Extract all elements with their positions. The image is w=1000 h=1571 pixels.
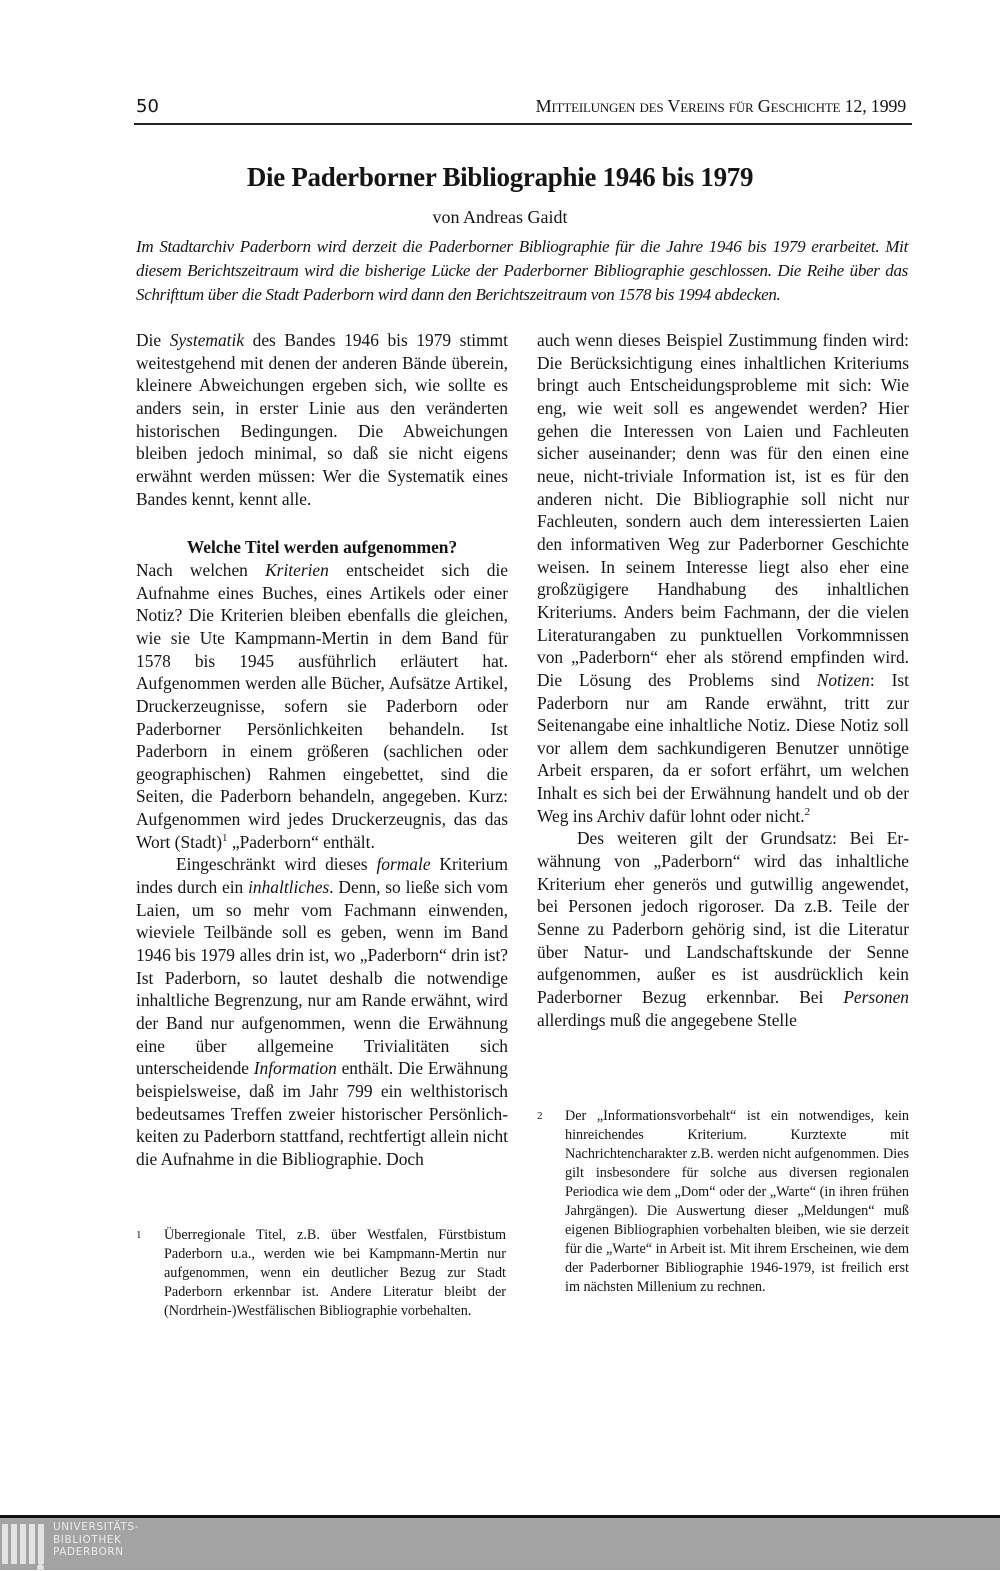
text-run: „Paderborn“ enthält.	[227, 831, 375, 852]
text-run: . Denn, so ließe sich vom Laien, um so mehr vom Fachmann einwenden, wieviele Teilbände soll es geben, wenn im Band 1946 bis 1979 alles drin ist, wo „Paderborn“ drin ist? Ist Paderborn, so lautet deshalb die notwendige inhaltliche Begrenzung, nur am Rande erwähnt, wird der Band nur aufgenommen, wenn die Erwähnung eine über allgemeine Trivialitäten sich unterscheidende	[136, 877, 508, 1079]
library-name-line: UNIVERSITÄTS-	[53, 1521, 140, 1533]
text-run: : Ist Paderborn nur am Rande erwähnt, tritt zur Seitenangabe eine inhaltliche Notiz. Diese Notiz soll vor allem dem sachkundigeren Benutzer unnötige Arbeit ersparen, da er sofort erfährt, um welchen Inhalt es sich bei der Erwähnung handelt und ob der Weg ins Archiv dafür lohnt oder nicht.	[537, 669, 909, 826]
footnote-mark: 2	[537, 1110, 543, 1122]
right-column	[537, 329, 909, 1031]
paragraph	[537, 329, 909, 827]
emphasis: Personen	[843, 987, 909, 1008]
text-run: entscheidet sich die Aufnahme eines Buches, eines Artikels oder einer Notiz? Die Kriterien bleiben ebenfalls die gleichen, wie sie Ute Kampmann-Mertin in dem Band für 1578 bis 1945 ausführlich erläutert hat. Aufgenommen werden alle Bücher, Aufsätze Artikel, Druckerzeugnisse, sofern sie Paderborn oder Paderborner Persönlichkeiten behandeln. Ist Paderborn in einem größeren (sachlichen oder geographischen) Rahmen eingebettet, sind die Seiten, die Paderborn behandeln, angegeben. Kurz: Aufgenommen wird jedes Druckerzeugnis, das das Wort (Stadt)	[136, 559, 508, 852]
text-run: des Bandes 1946 bis 1979 stimmt weitestgehend mit denen der anderen Bände überein, kleinere Abweichungen ergeben sich, wie sollte es anders sein, in erster Linie aus den veränderten historischen Bedingungen. Die Abweichungen bleiben jedoch minimal, so daß sie nicht eigens erwähnt werden müssen: Wer die Systematik eines Bandes kennt, kennt alle.	[136, 330, 508, 509]
text-run: Des weiteren gilt der Grundsatz: Bei Erwähnung von „Paderborn“ wird das inhaltliche Kriterium eher generös und gutwillig angewendet, bei Personen jedoch rigoroser. Da z.B. Teile der Senne zu Paderborn gehörig sind, ist die Literatur über Natur- und Landschaftskunde der Senne aufgenommen, außer es ist ausdrücklich kein Paderborner Bezug erkennbar. Bei	[537, 828, 909, 1008]
logo-bar	[38, 1524, 44, 1564]
text-run: Die	[136, 330, 170, 350]
footnote-1	[136, 1226, 506, 1321]
footnote-mark: 1	[136, 1229, 142, 1241]
logo-bar	[2, 1524, 8, 1564]
footnote-ref[interactable]: 1	[222, 831, 228, 844]
logo-bar	[20, 1524, 26, 1564]
left-column	[136, 329, 508, 1171]
section-heading: Welche Titel werden aufgenommen?	[186, 537, 458, 558]
university-library-logo-icon	[2, 1524, 44, 1570]
paragraph	[136, 329, 508, 510]
header-rule	[134, 123, 912, 125]
footnote-text: Der „Informationsvorbehalt“ ist ein notwendiges, kein hinreichendes Kriterium. Kurztexte mit Nachrichtencharakter z.B. werden nicht aufgenommen. Dies gilt insbesondere für solche aus diversen regionalen Periodica wie dem „Dom“ oder der „Warte“ (in ihren frühen Jahrgängen). Die Auswertung dieser „Meldungen“ muß eigenen Bibliographien vorbehalten bleiben, wie sie derzeit für die „Warte“ in Arbeit ist. Mit ihrem Erscheinen, wie dem der Paderborner Bibliographie 1946-1979, ist freilich erst im nächsten Millenium zu rechnen.	[565, 1108, 909, 1295]
library-footer-band	[0, 1518, 1000, 1570]
article-abstract: Im Stadtarchiv Paderborn wird derzeit die Paderborner Bibliographie für die Jahre 1946 bis 1979 erarbeitet. Mit diesem Berichtszeitraum wird die bisherige Lücke der Paderborner Bibliographie geschlossen. Die Reihe über das Schrifttum über die Stadt Paderborn wird dann den Berichtszeitraum von 1578 bis 1994 abdecken.	[136, 237, 908, 304]
emphasis: Systematik	[169, 330, 245, 350]
emphasis: Notizen	[816, 669, 870, 690]
library-name-line: BIBLIOTHEK	[53, 1533, 122, 1546]
paragraph	[537, 827, 909, 1031]
text-run: Eingeschränkt wird dieses	[176, 854, 377, 875]
page-number: 50	[136, 96, 159, 117]
footnote-text: Überregionale Titel, z.B. über Westfalen, Fürstbistum Paderborn u.a., werden wie bei Kampmann-Mertin nur aufgenommen, wenn ein deutlicher Bezug zur Stadt Paderborn erkennbar ist. Andere Literatur bleibt der (Nordrhein-)Westfälischen Bibliographie vorbehalten.	[164, 1227, 506, 1319]
article-title: Die Paderborner Bibliographie 1946 bis 1979	[246, 162, 754, 192]
library-name	[53, 1521, 139, 1559]
text-run: enthält. Die Erwähnung beispielsweise, daß im Jahr 799 ein welthistorisch bedeutsames Treffen zweier historischer Persönlichkeiten zu Paderborn stattfand, rechtfertigt allein nicht die Aufnahme in die Bibliographie. Doch	[136, 1058, 508, 1169]
emphasis: Information	[253, 1058, 337, 1079]
journal-title: Mitteilungen des Vereins für Geschichte 12, 1999	[535, 96, 906, 116]
logo-bar	[29, 1524, 35, 1564]
text-run: allerdings muß die angegebene Stelle	[537, 1009, 797, 1030]
text-run: Kriterium indes durch ein	[136, 854, 508, 898]
emphasis: Kriterien	[265, 559, 329, 580]
emphasis: formale	[376, 854, 431, 875]
paragraph	[136, 853, 508, 1170]
footnote-2	[537, 1107, 909, 1297]
footnote-ref[interactable]: 2	[804, 805, 811, 818]
text-run: auch wenn dieses Beispiel Zustimmung finden wird: Die Berücksichtigung eines inhaltlichen Kriteriums bringt auch Entscheidungsprobleme mit sich: Wie eng, wie weit soll es angewendet werden? Hier gehen die Interessen von Laien und Fachleuten sicher auseinander; denn was für den einen eine neue, nicht-triviale Information ist, ist es für den anderen nicht. Die Bibliographie soll nicht nur Fachleuten, sondern auch dem interessierten Laien den informativen Weg zur Paderborner Geschichte weisen. In seinem Interesse liegt also eher eine großzügigere Handhabung des inhaltlichen Kriteriums. Anders beim Fachmann, der die vielen Literaturangaben zu punktuellen Vorkommnissen von „Paderborn“ eher als störend empfinden wird. Die Lösung des Problems sind	[537, 330, 909, 690]
text-run: Nach welchen	[136, 559, 266, 580]
library-name-line: PADERBORN	[53, 1546, 124, 1558]
logo-bar	[11, 1524, 17, 1564]
article-author: von Andreas Gaidt	[432, 207, 568, 227]
emphasis: inhaltliches	[248, 877, 330, 898]
paragraph	[136, 559, 508, 854]
running-head	[136, 96, 906, 120]
